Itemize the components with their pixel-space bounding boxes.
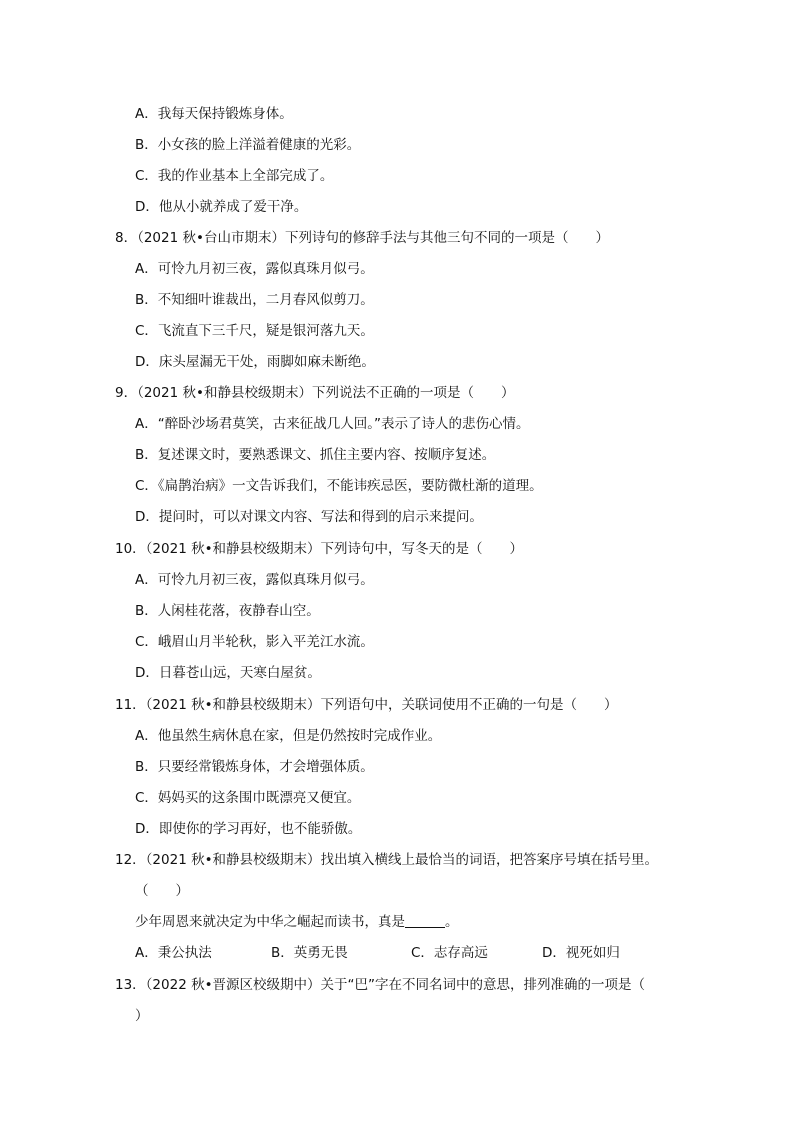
q12-sentence-text: 少年周恩来就决定为中华之崛起而读书，真是 [135,914,405,930]
q9-option-d: D．提问时，可以对课文内容、写法和得到的启示来提问。 [135,509,483,525]
q7-option-c: C．我的作业基本上全部完成了。 [135,168,334,184]
q12-sentence [135,913,459,931]
q13-answer-bracket-end: ） [135,1008,149,1024]
q11-stem: 11．（2021 秋•和静县校级期末）下列语句中，关联词使用不正确的一句是（ ） [115,697,618,713]
q12-answer-bracket: （ ） [135,883,189,899]
q7-option-d: D．他从小就养成了爱干净。 [135,199,308,215]
q7-option-a: A．我每天保持锻炼身体。 [135,106,293,122]
q12-sentence-end: 。 [445,914,459,930]
q10-option-c: C．峨眉山月半轮秋，影入平羌江水流。 [135,634,374,650]
q13-stem: 13．（2022 秋•晋源区校级期中）关于“巴”字在不同名词中的意思，排列准确的一项是（ [115,977,646,993]
q12-option-d: D．视死如归 [542,945,620,961]
q12-option-c: C．志存高远 [411,945,488,961]
q10-option-a: A．可怜九月初三夜，露似真珠月似弓。 [135,572,374,588]
q9-option-a: A．“醉卧沙场君莫笑，古来征战几人回。”表示了诗人的悲伤心情。 [135,416,530,432]
q11-option-d: D．即使你的学习再好，也不能骄傲。 [135,821,362,837]
q10-option-b: B．人闲桂花落，夜静春山空。 [135,603,320,619]
q8-option-d: D．床头屋漏无干处，雨脚如麻未断绝。 [135,354,375,370]
q11-option-a: A．他虽然生病休息在家，但是仍然按时完成作业。 [135,728,442,744]
q9-stem: 9．（2021 秋•和静县校级期末）下列说法不正确的一项是（ ） [115,385,515,401]
q8-option-a: A．可怜九月初三夜，露似真珠月似弓。 [135,261,374,277]
q11-option-c: C．妈妈买的这条围巾既漂亮又便宜。 [135,790,361,806]
q8-option-b: B．不知细叶谁裁出，二月春风似剪刀。 [135,292,374,308]
q10-option-d: D．日暮苍山远，天寒白屋贫。 [135,665,321,681]
q12-fill-blank[interactable] [405,913,445,928]
q12-stem: 12．（2021 秋•和静县校级期末）找出填入横线上最恰当的词语，把答案序号填在括号里。 [115,852,659,868]
q12-option-b: B．英勇无畏 [271,945,348,961]
q11-option-b: B．只要经常锻炼身体，才会增强体质。 [135,759,374,775]
q9-option-c: C．《扁鹊治病》一文告诉我们，不能讳疾忌医，要防微杜渐的道理。 [135,478,543,494]
q7-option-b: B．小女孩的脸上洋溢着健康的光彩。 [135,137,361,153]
q9-option-b: B．复述课文时，要熟悉课文、抓住主要内容、按顺序复述。 [135,447,496,463]
q8-stem: 8．（2021 秋•台山市期末）下列诗句的修辞手法与其他三句不同的一项是（ ） [115,230,609,246]
q10-stem: 10．（2021 秋•和静县校级期末）下列诗句中，写冬天的是（ ） [115,541,524,557]
q8-option-c: C．飞流直下三千尺，疑是银河落九天。 [135,323,374,339]
q12-option-a: A．秉公执法 [135,945,212,961]
